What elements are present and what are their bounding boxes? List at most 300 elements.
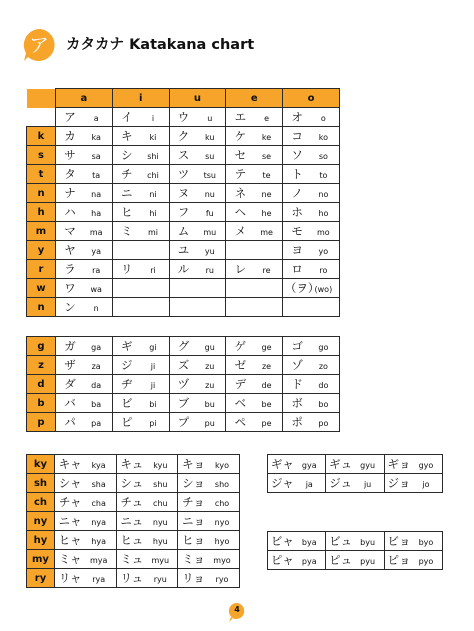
table-row [27,413,340,432]
romaji: mya [89,556,108,565]
kana-cell [326,455,384,474]
kana-char: ハ [64,205,76,219]
kana-cell [226,375,283,394]
kana-char: ヒ [120,205,133,219]
romaji: mu [203,228,217,237]
vowel-header: e [226,89,283,108]
romaji: ba [91,400,102,409]
logo-glyph: ア [29,33,49,57]
kana-char: リ [120,262,133,276]
kana-char: ジャ [270,476,294,490]
kana-char: メ [234,224,247,238]
table-row [27,184,340,203]
kana-cell [169,260,226,279]
romaji: te [262,171,271,180]
kana-cell [169,203,226,222]
romaji: gi [149,343,157,352]
romaji: go [318,343,329,352]
table-row [27,108,340,127]
kana-cell [169,222,226,241]
kana-char: リョ [182,571,205,585]
combination-table [26,454,240,588]
kana-cell [116,474,178,493]
kana-char: ヨ [291,243,303,257]
kana-cell [112,127,169,146]
kana-char: ホ [291,205,303,219]
kana-char: シ [120,148,133,162]
romaji: bu [204,400,215,409]
table-row [27,569,240,588]
kana-cell [178,455,240,474]
romaji: bya [301,538,317,547]
kana-char: ピャ [270,553,294,567]
romaji: se [262,152,272,161]
kana-char: ビョ [387,534,411,548]
kana-cell [226,127,283,146]
table-row [27,493,240,512]
kana-char: ロ [291,262,303,276]
kana-cell [283,222,340,241]
kana-char: ス [177,148,190,162]
kana-cell [112,298,169,317]
kana-char: ゴ [291,339,303,353]
kana-char: キュ [120,457,144,471]
kana-char: テ [234,167,247,181]
kana-char: カ [64,129,76,143]
kana-char: ン [64,300,76,314]
table-row [27,222,340,241]
kana-char: エ [234,110,247,124]
kana-cell [384,551,442,570]
romaji: me [260,228,273,237]
consonant-label: sh [27,474,55,493]
romaji: nu [204,190,215,199]
kana-char: ミョ [182,552,205,566]
kana-cell [326,532,384,551]
kana-cell [56,279,113,298]
kana-char: ド [291,377,303,391]
kana-char: タ [64,167,76,181]
kana-cell [283,184,340,203]
romaji: gyu [360,461,376,470]
vowel-header: u [169,89,226,108]
kana-char: ギュ [329,457,353,471]
kana-cell [56,394,113,413]
table-row [27,146,340,165]
romaji: ya [91,247,101,256]
romaji: ki [149,133,157,142]
kana-char: ニャ [58,514,82,528]
kana-cell [226,394,283,413]
romaji: ze [261,362,272,371]
kana-cell [178,550,240,569]
romaji: ryo [215,575,229,584]
kana-cell [112,203,169,222]
kana-cell [116,512,178,531]
consonant-label: y [27,241,56,260]
kana-cell [226,165,283,184]
romaji: ku [205,133,215,142]
kana-cell [56,337,113,356]
kana-char: ダ [64,377,76,391]
romaji: he [261,209,272,218]
kana-char: フ [177,205,190,219]
consonant-label: n [27,298,56,317]
kana-char: ビュ [329,534,353,548]
table-row [27,375,340,394]
table-row [268,551,443,570]
romaji: ta [92,171,101,180]
kana-cell [169,298,226,317]
kana-char: セ [234,148,247,162]
kana-char: ツ [177,167,190,181]
dakuten-table [26,336,340,432]
kana-cell [116,550,178,569]
romaji: gu [204,343,215,352]
romaji: nyo [214,518,230,527]
table-row [27,298,340,317]
romaji: mi [147,228,158,237]
kana-char: キ [120,129,133,143]
romaji: myo [213,556,231,565]
kana-cell [112,337,169,356]
romaji: hi [149,209,157,218]
kana-cell [283,279,340,298]
kana-cell [55,569,117,588]
gya-ja-table [267,454,443,493]
kana-cell [226,222,283,241]
kana-char: ギ [120,339,133,353]
kana-char: マ [64,224,76,238]
kana-cell [226,108,283,127]
romaji: zu [205,362,215,371]
kana-char: ウ [177,110,190,124]
kana-cell [116,531,178,550]
romaji: ja [305,480,313,489]
kana-char: コ [291,129,303,143]
kana-char: ショ [182,476,205,490]
table-row [27,356,340,375]
table-row [27,260,340,279]
romaji: u [207,114,213,123]
table-row [268,455,443,474]
kana-cell [178,569,240,588]
romaji: to [319,171,328,180]
kana-cell [384,474,442,493]
romaji: zo [318,362,328,371]
romaji: ru [205,266,214,275]
romaji: do [318,381,329,390]
romaji: ge [261,343,272,352]
kana-char: ペ [234,415,247,429]
romaji: no [318,190,329,199]
kana-char: ピ [120,415,133,429]
kana-cell [283,260,340,279]
kana-cell [55,455,117,474]
table-row [268,532,443,551]
kana-cell [169,146,226,165]
romaji: yu [204,247,215,256]
romaji: re [262,266,271,275]
kana-cell [268,455,326,474]
kana-cell [283,375,340,394]
kana-cell [56,222,113,241]
kana-cell [178,531,240,550]
romaji: gya [301,461,317,470]
kana-char: ケ [234,129,247,143]
romaji: ju [363,480,372,489]
kana-char: ピュ [329,553,353,567]
kana-char: ゼ [234,358,247,372]
kana-cell [56,146,113,165]
kana-cell [116,569,178,588]
kana-cell [169,337,226,356]
romaji: pu [204,419,215,428]
romaji: da [91,381,102,390]
romaji: pa [91,419,102,428]
kana-char: チ [120,167,133,181]
kana-cell [112,146,169,165]
kana-cell [283,146,340,165]
table-row [27,550,240,569]
kana-cell [283,241,340,260]
kana-cell [169,375,226,394]
consonant-label: g [27,337,56,356]
kana-cell [116,455,178,474]
kana-cell [169,413,226,432]
kana-cell [178,474,240,493]
romaji: hyo [214,537,230,546]
table-row [27,512,240,531]
romaji: byo [418,538,434,547]
romaji: hyu [152,537,168,546]
vowel-header: i [112,89,169,108]
romaji: kyu [153,461,168,470]
kana-char: ヒャ [58,533,82,547]
kana-char: ユ [177,243,190,257]
romaji: so [318,152,328,161]
table-row [27,203,340,222]
kana-char: イ [120,110,133,124]
table-row [27,455,240,474]
kana-cell [55,493,117,512]
kana-char: ラ [64,262,76,276]
kana-cell [169,184,226,203]
romaji: pya [301,557,317,566]
romaji: tsu [203,171,216,180]
romaji: ma [89,228,103,237]
kana-cell [116,493,178,512]
romaji: kyo [215,461,229,470]
kana-char: キャ [58,457,82,471]
consonant-label: hy [27,531,55,550]
kana-char: ム [177,224,190,238]
kana-cell [326,551,384,570]
kana-char: キョ [181,457,205,471]
kana-cell [56,203,113,222]
kana-cell [169,279,226,298]
kana-char: ソ [291,148,303,162]
kana-cell [283,413,340,432]
table-row [27,474,240,493]
kana-char: パ [64,415,76,429]
kana-cell [226,356,283,375]
vowel-header-row [27,89,340,108]
table-row [27,279,340,298]
kana-char: ノ [291,186,303,200]
kana-cell [112,222,169,241]
table-row [27,241,340,260]
romaji: o [320,114,326,123]
kana-cell [226,298,283,317]
romaji: n [93,304,99,313]
kana-cell [169,356,226,375]
romaji: ro [319,266,328,275]
kana-char: ガ [64,339,76,353]
kana-char: ギャ [270,457,294,471]
kana-cell [56,260,113,279]
consonant-label: ky [27,455,55,474]
kana-cell [169,127,226,146]
kana-cell [56,356,113,375]
romaji: nyu [152,518,168,527]
romaji: e [264,114,270,123]
romaji: ri [150,266,156,275]
consonant-label: my [27,550,55,569]
kana-char: リュ [120,571,144,585]
kana-cell [283,356,340,375]
romaji: sha [91,480,106,489]
kana-cell [55,550,117,569]
consonant-label: z [27,356,56,375]
romaji: bo [318,400,329,409]
kana-cell [112,241,169,260]
kana-cell [56,108,113,127]
kana-char: チュ [120,495,144,509]
kana-cell [56,375,113,394]
romaji: za [91,362,101,371]
kana-cell [112,394,169,413]
kana-char: ヒョ [181,533,205,547]
romaji: wa [90,285,102,294]
romaji: i [151,114,155,123]
romaji: na [91,190,102,199]
kana-cell [283,394,340,413]
kana-char: ニ [120,186,133,200]
consonant-label: m [27,222,56,241]
kana-cell [268,474,326,493]
kana-char: レ [234,262,247,276]
kana-cell [169,165,226,184]
romaji: gyo [418,461,434,470]
kana-cell [55,512,117,531]
romaji: chu [153,499,168,508]
kana-cell [226,203,283,222]
consonant-label: t [27,165,56,184]
kana-cell [226,260,283,279]
romaji: po [318,419,329,428]
kana-char: ニュ [120,514,144,528]
romaji: jo [422,480,430,489]
kana-char: ゾ [291,358,303,372]
romaji: cho [214,499,230,508]
consonant-label: h [27,203,56,222]
kana-char: ビャ [270,534,294,548]
kana-char: ヂ [120,377,133,391]
vowel-header: o [283,89,340,108]
kana-char: モ [291,224,303,238]
kana-char: ミャ [58,552,82,566]
kana-cell [56,165,113,184]
kana-cell [226,146,283,165]
kana-char: ト [291,167,303,181]
kana-char: ル [177,262,190,276]
consonant-label: ch [27,493,55,512]
romaji: ji [150,381,156,390]
romaji: su [205,152,215,161]
romaji: ryu [153,575,167,584]
bya-pya-table [267,531,443,570]
table-row [27,127,340,146]
title-kana: カタカナ [66,37,124,53]
consonant-label: p [27,413,56,432]
kana-cell [226,413,283,432]
kana-char: シャ [58,476,82,490]
romaji: pe [261,419,272,428]
romaji: yo [318,247,329,256]
consonant-label: w [27,279,56,298]
kana-char: ズ [177,358,190,372]
kana-cell [169,241,226,260]
kana-cell [283,165,340,184]
romaji: be [261,400,272,409]
kana-cell [56,241,113,260]
romaji: sa [91,152,101,161]
romaji: (wo) [314,285,333,294]
romaji: a [93,114,99,123]
kana-cell [326,474,384,493]
kana-cell [226,337,283,356]
kana-cell [169,394,226,413]
kana-cell [226,184,283,203]
table-row [27,531,240,550]
kana-cell [112,165,169,184]
empty-label [27,108,56,127]
romaji: hya [91,537,107,546]
consonant-label: n [27,184,56,203]
romaji: kya [91,461,106,470]
consonant-label: r [27,260,56,279]
kana-char: ナ [64,186,76,200]
kana-char: ポ [291,415,303,429]
kana-cell [112,279,169,298]
kana-char: ザ [64,358,76,372]
kana-char: リャ [58,571,82,585]
romaji: ni [149,190,157,199]
romaji: sho [214,480,230,489]
kana-char: デ [234,377,247,391]
kana-cell [112,356,169,375]
kana-char: ベ [234,396,247,410]
kana-cell [268,551,326,570]
kana-cell [55,474,117,493]
kana-char: ヤ [64,243,76,257]
kana-char: ヅ [177,377,190,391]
romaji: myu [151,556,170,565]
kana-char: チョ [182,495,205,509]
romaji: shi [147,152,159,161]
consonant-label: s [27,146,56,165]
